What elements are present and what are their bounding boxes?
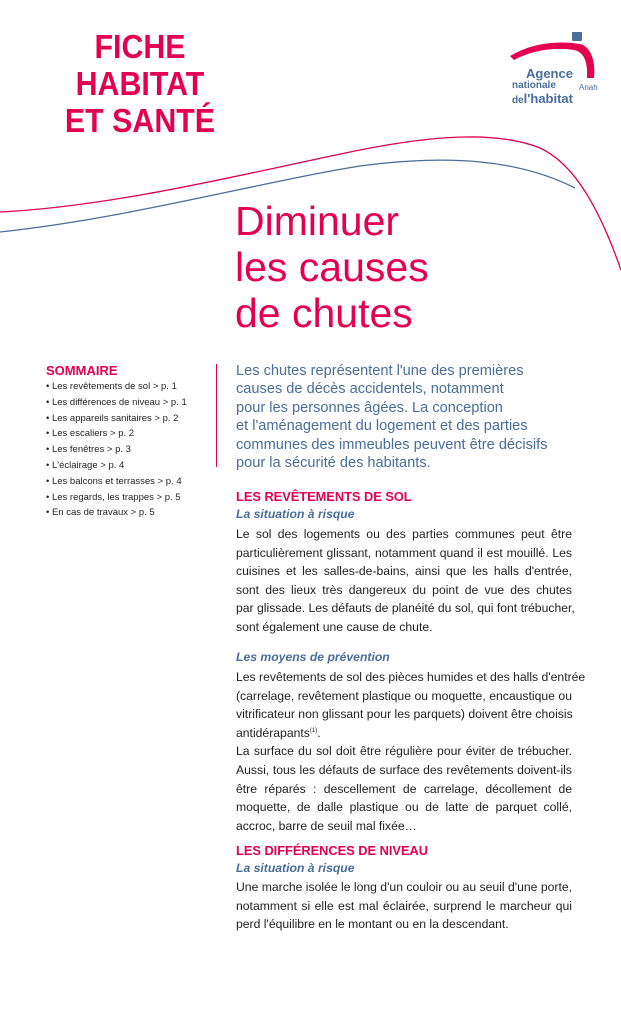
intro-line: et l'aménagement du logement et des parties [236,418,528,435]
sommaire-item: • Les balcons et terrasses > p. 4 [46,475,182,487]
text-antiderapants: antidérapants [236,725,310,740]
intro-line: pour la sécurité des habitants. [236,455,431,472]
sommaire-divider [216,364,217,467]
logo-text-anah: Anah [579,83,598,92]
intro-line: causes de décès accidentels, notamment [236,381,504,398]
logo-text-habitat-main: l'habitat [523,91,573,106]
logo-text-habitat [512,91,573,106]
paragraph-line: sont des lieux très dangereux du point de vue des chutes [236,582,572,597]
sommaire-list [46,379,221,521]
paragraph-line: Une marche isolée le long d'un couloir ou au seuil d'une porte, [236,880,572,894]
intro-line: Les chutes représentent l'une des premières [236,363,524,379]
subhead-situation-niveau: La situation à risque [236,861,355,875]
subhead-prevention-revetements: Les moyens de prévention [236,650,390,664]
paragraph-situation-revetements [236,525,575,637]
paragraph-line: particulièrement glissant, notamment quand il est mouillé. Les [236,545,572,560]
paragraph-line: Aussi, tous les défauts de surface des revêtements doivent-ils [236,762,572,777]
logo-square-icon [572,32,582,41]
sommaire-title: SOMMAIRE [46,363,118,378]
paragraph-line: moquette, de dalle plastique ou de latte de parquet collé, [236,800,572,815]
section-title-revetements: LES REVÊTEMENTS DE SOL [236,489,412,504]
paragraph-line: être réparés : descellement de carrelage, décollement de [236,781,572,796]
sommaire-item: • Les appareils sanitaires > p. 2 [46,412,179,424]
logo-text-agence: Agence [526,66,573,81]
paragraph-line: Les revêtements de sol des pièces humides et des halls d'entrée [236,670,586,684]
subhead-situation-revetements: La situation à risque [236,507,355,521]
paragraph-line: (carrelage, revêtement plastique ou moquette, encaustique ou [236,688,572,703]
footnote-ref: (1) [309,727,318,734]
sommaire-item: • En cas de travaux > p. 5 [46,507,155,519]
paragraph-line: perd l'équilibre en le montant ou en la descendant. [236,917,509,932]
intro-line: pour les personnes âgées. La conception [236,399,503,416]
section-title-niveau: LES DIFFÉRENCES DE NIVEAU [236,843,428,858]
fiche-title-line: HABITAT [75,65,205,102]
paragraph-line: vitrificateur non glissant pour les parquets) doivent être choisis [236,707,573,722]
anah-logo [500,30,605,110]
paragraph-line [236,724,572,743]
paragraph-line: La surface du sol doit être régulière pour éviter de trébucher. [236,744,572,759]
sommaire-item: • L'éclairage > p. 4 [46,459,125,471]
logo-text-de: de [512,95,524,106]
paragraph-situation-niveau [236,878,572,934]
sommaire-item: • Les différences de niveau > p. 1 [46,396,187,408]
paragraph-line: Le sol des logements ou des parties communes peut être [236,527,572,541]
intro-paragraph [236,362,581,472]
paragraph-line: par glissade. Les défauts de planéité du sol, qui font trébucher, [236,601,575,616]
main-title-line: Diminuer [235,198,400,244]
main-title-line: les causes [235,244,429,290]
paragraph-line: sont également une cause de chute. [236,619,433,634]
paragraph-prevention-revetements [236,668,586,835]
sommaire-item: • Les fenêtres > p. 3 [46,444,131,456]
fiche-title-line: FICHE [94,28,186,65]
main-title [235,198,595,336]
sommaire [46,363,221,521]
fiche-title-line: ET SANTÉ [64,102,216,139]
sommaire-item: • Les escaliers > p. 2 [46,428,135,440]
intro-line: communes des immeubles peuvent être décisifs [236,436,548,453]
paragraph-line: accroc, barre de seuil mal fixée… [236,818,417,833]
text-period: . [317,725,321,740]
sommaire-item: • Les regards, les trappes > p. 5 [46,491,181,503]
paragraph-line: notamment si elle est mal éclairée, surprend le marcheur qui [236,898,572,913]
main-title-line: de chutes [235,290,413,336]
paragraph-line: cuisines et les salles-de-bains, ainsi que les halls d'entrée, [236,564,572,579]
sommaire-item: • Les revêtements de sol > p. 1 [46,381,177,392]
logo-text-nationale: nationale [512,80,556,91]
